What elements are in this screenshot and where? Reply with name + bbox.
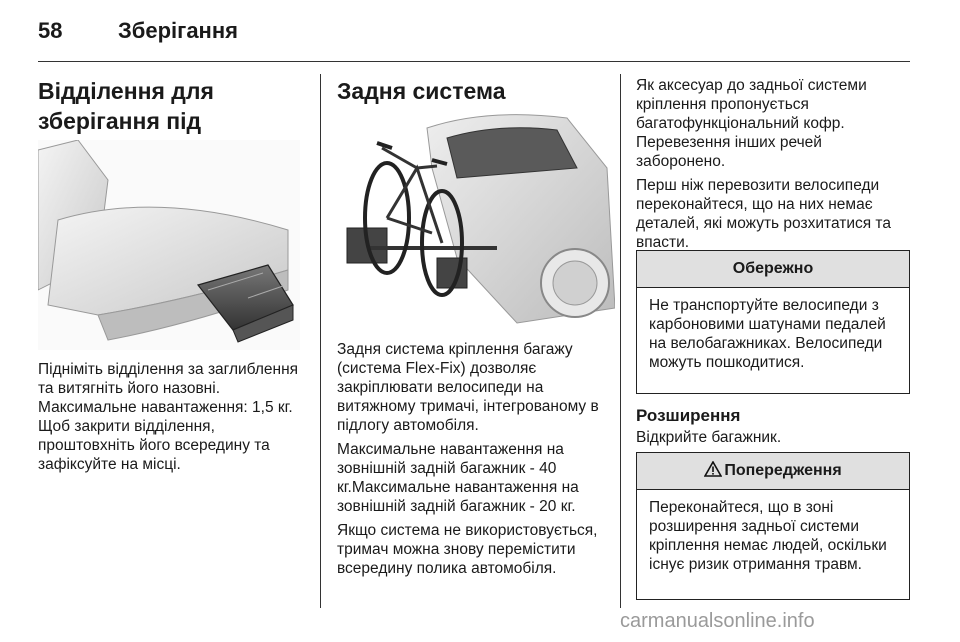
column-divider-2: [620, 74, 621, 608]
watermark: carmanualsonline.info: [620, 610, 815, 632]
seat-storage-illustration: [38, 140, 300, 350]
column-divider-1: [320, 74, 321, 608]
warning-box: [636, 452, 910, 600]
extension-text: Відкрийте багажник.: [636, 429, 782, 446]
rear-carrier-bike-illustration: [337, 108, 615, 330]
caution-box: [636, 250, 910, 394]
rear-carrier-para-1: Задня система кріплення багажу (система Flex-Fix) дозволяє закріплювати велосипеди на витяжному тримачі, інтегрованому в підлогу автомобіля.: [337, 341, 599, 434]
rear-carrier-para-2: Максимальне навантаження на зовнішній задній багажник - 40 кг.Максимальне навантаження на зовнішній задній багажник - 20 кг.: [337, 441, 579, 515]
section-heading-under-seat-storage: Відділення для зберігання під: [38, 78, 214, 134]
accessory-para-2: Перш ніж перевозити велосипеди переконайтеся, що на них немає деталей, які можуть розхитатися та впасти.: [636, 177, 891, 251]
rear-carrier-para-3: Якщо система не використовується, тримач можна знову перемістити всередину полика автомобіля.: [337, 522, 598, 577]
warning-text: Переконайтеся, що в зоні розширення задньої системи кріплення немає людей, оскільки існує ризик отримання травм.: [649, 499, 887, 573]
page-header-title: Зберігання: [118, 18, 238, 43]
page-number: 58: [38, 18, 63, 43]
warning-title: Попередження: [724, 462, 842, 479]
extension-heading: Розширення: [636, 406, 741, 425]
accessory-text: [636, 76, 912, 257]
warning-header: [637, 453, 909, 490]
caution-title: Обережно: [637, 251, 909, 288]
warning-triangle-icon: [704, 455, 722, 491]
section-heading-rear-carrier: Задня система: [337, 78, 506, 104]
under-seat-storage-text: Підніміть відділення за заглиблення та витягніть його назовні. Максимальне навантаження: 1,5 кг. Щоб закрити відділення, проштовхніть його всередину та зафіксуйте на місці.: [38, 361, 299, 473]
caution-text: Не транспортуйте велосипеди з карбоновими шатунами педалей на велобагажниках. Велосипеди можуть пошкодитися.: [649, 297, 886, 371]
rear-carrier-text: [337, 340, 615, 583]
header-rule: [38, 61, 910, 62]
accessory-para-1: Як аксесуар до задньої системи кріплення пропонується багатофункціональний кофр. Перевезення інших речей заборонено.: [636, 77, 867, 170]
